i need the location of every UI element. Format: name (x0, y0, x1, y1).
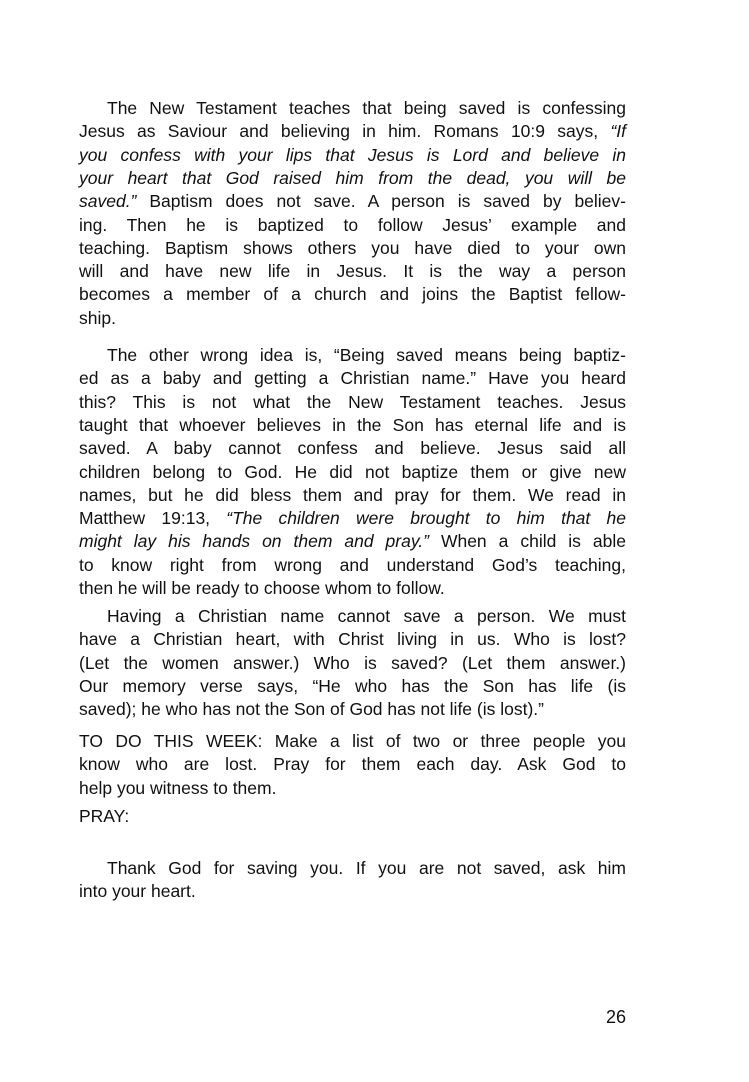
paragraph-1-line (79, 530, 626, 552)
body-text: Baptism does not save. A person is saved by believ- (136, 191, 626, 212)
paragraph-0-line (79, 307, 626, 329)
paragraph-0-line (107, 97, 626, 119)
body-text: ed as a baby and getting a Christian name.” Have you heard (79, 368, 626, 389)
body-text: The New Testament teaches that being saved is confessing (107, 98, 626, 118)
body-text: Matthew 19:13, (79, 508, 227, 529)
paragraph-1-line (79, 484, 626, 506)
italic-quote-text: saved.” (79, 191, 137, 212)
italic-quote-text: your heart that God raised him from the dead, you will be (79, 167, 626, 188)
paragraph-1-line (79, 554, 626, 576)
italic-quote-text: “If (610, 121, 626, 142)
paragraph-0-line (79, 214, 626, 236)
italic-quote-text: you confess with your lips that Jesus is Lord and believe in (79, 144, 626, 165)
paragraph-0-line (79, 237, 626, 259)
body-text: this? This is not what the New Testament teaches. Jesus (79, 391, 626, 412)
paragraph-2-line (79, 628, 626, 650)
body-text: will and have new life in Jesus. It is the way a person (79, 261, 626, 282)
paragraph-3-line (79, 777, 626, 799)
body-text: into your heart. (79, 881, 196, 902)
body-text: The other wrong idea is, “Being saved means being baptiz- (107, 345, 626, 365)
body-text: Having a Christian name cannot save a person. We must (107, 606, 626, 626)
paragraph-2-line (79, 675, 626, 697)
body-text: Thank God for saving you. If you are not saved, ask him (107, 858, 626, 878)
paragraph-2-line (79, 652, 626, 674)
paragraph-5-line (107, 857, 626, 879)
paragraph-0-line (79, 120, 626, 142)
paragraph-1-line (79, 367, 626, 389)
paragraph-2-line (79, 698, 626, 720)
paragraph-1-line (79, 577, 626, 599)
paragraph-0-line (79, 144, 626, 166)
paragraph-3-line (79, 753, 626, 775)
body-text: TO DO THIS WEEK: Make a list of two or three people you (79, 731, 626, 751)
body-text: taught that whoever believes in the Son has eternal life and is (79, 414, 626, 435)
paragraph-1-line (79, 437, 626, 459)
italic-quote-text: “The children were brought to him that he (226, 508, 626, 529)
paragraph-0-line (79, 167, 626, 189)
body-text: ship. (79, 307, 116, 328)
paragraph-3-line (79, 730, 626, 752)
paragraph-1-line (107, 344, 626, 366)
body-text: teaching. Baptism shows others you have died to your own (79, 237, 626, 258)
paragraph-4-line (79, 805, 626, 827)
paragraph-0-line (79, 190, 626, 212)
paragraph-5-line (79, 880, 626, 902)
body-text: names, but he did bless them and pray for them. We read in (79, 484, 626, 505)
body-text: saved); he who has not the Son of God has not life (is lost).” (79, 699, 544, 720)
body-text: then he will be ready to choose whom to follow. (79, 578, 445, 598)
body-text: help you witness to them. (79, 777, 277, 798)
paragraph-0-line (79, 283, 626, 305)
body-text: Jesus as Saviour and believing in him. Romans 10:9 says, (79, 121, 611, 142)
paragraph-1-line (79, 507, 626, 529)
body-text: (Let the women answer.) Who is saved? (Let them answer.) (79, 652, 626, 673)
body-text: saved. A baby cannot confess and believe. Jesus said all (79, 438, 626, 459)
paragraph-1-line (79, 414, 626, 436)
body-text: children belong to God. He did not baptize them or give new (79, 461, 626, 482)
italic-quote-text: might lay his hands on them and pray.” (79, 531, 429, 552)
body-text: ing. Then he is baptized to follow Jesus’ example and (79, 214, 626, 235)
body-text: Our memory verse says, “He who has the Son has life (is (79, 675, 626, 696)
body-text: becomes a member of a church and joins the Baptist fellow- (79, 284, 626, 305)
body-text: PRAY: (79, 806, 130, 826)
page-number: 26 (605, 1007, 626, 1027)
paragraph-1-line (79, 391, 626, 413)
paragraph-1-line (79, 461, 626, 483)
paragraph-0-line (79, 260, 626, 282)
body-text: know who are lost. Pray for them each day. Ask God to (79, 754, 626, 775)
body-text: have a Christian heart, with Christ living in us. Who is lost? (79, 629, 626, 650)
body-text: When a child is able (428, 531, 626, 552)
paragraph-2-line (107, 605, 626, 627)
body-text: to know right from wrong and understand God’s teaching, (79, 554, 626, 575)
